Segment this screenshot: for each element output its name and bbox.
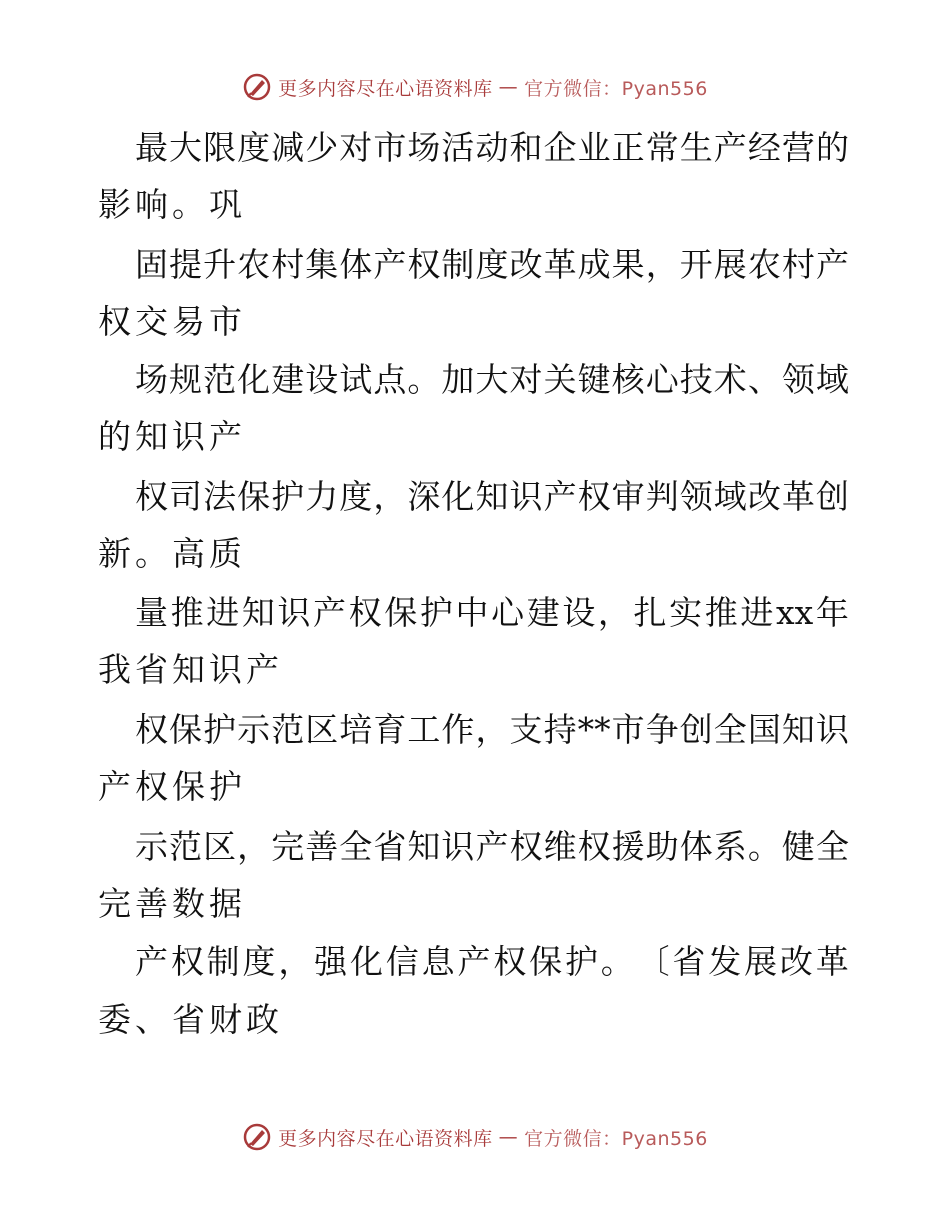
text-glyph: 域 [713,477,747,516]
text-line [135,360,849,400]
text-glyph: 减 [271,128,305,167]
text-glyph: 省 [373,827,407,866]
text-glyph: 力 [305,477,339,516]
text-glyph: 展 [713,245,747,284]
text-glyph: 实 [669,593,703,632]
text-glyph: 保 [384,593,418,632]
text-glyph: 权 [577,827,611,866]
text-glyph: 区 [203,827,237,866]
text-glyph: 区 [305,710,339,749]
text-glyph: 大 [169,128,203,167]
text-glyph: 权 [509,827,543,866]
text-glyph: 权 [407,245,441,284]
text-glyph: 核 [611,360,645,399]
text-glyph: 推 [170,593,204,632]
feather-pen-logo-icon [242,1122,272,1152]
text-line: 影响。巩 [98,185,246,224]
text-glyph: 息 [421,942,455,981]
text-glyph: 权 [577,477,611,516]
text-glyph: 产 [815,245,849,284]
text-glyph: 助 [645,827,679,866]
text-glyph: 年 [815,593,849,632]
text-line [135,710,849,750]
text-glyph: 知 [781,710,815,749]
text-glyph: 援 [611,827,645,866]
text-glyph: 知 [241,593,275,632]
text-glyph: 深 [407,477,441,516]
text-glyph: 进 [206,593,240,632]
text-glyph: 成 [577,245,611,284]
text-glyph: 创 [815,477,849,516]
text-glyph: 育 [373,710,407,749]
text-glyph: 创 [679,710,713,749]
text-glyph: 范 [169,827,203,866]
feather-pen-logo-icon [242,72,272,102]
text-line [135,942,849,982]
text-glyph: 对 [509,360,543,399]
text-glyph: 护 [203,710,237,749]
text-glyph: 经 [747,128,781,167]
text-glyph: 产 [543,477,577,516]
text-glyph: 术 [713,360,747,399]
text-glyph: 场 [135,360,168,399]
text-glyph: 制 [206,942,240,981]
watermark-dash: — [498,76,519,98]
text-line: 权交易市 [98,302,246,341]
text-glyph: 知 [475,477,509,516]
text-glyph: 化 [349,942,383,981]
text-glyph: ** [577,710,611,749]
text-glyph: 系 [713,827,747,866]
text-glyph: 营 [781,128,815,167]
text-glyph: 改 [747,477,781,516]
text-glyph: 信 [385,942,419,981]
text-glyph: 最 [135,128,168,167]
text-glyph: 全 [339,827,373,866]
text-glyph: 产 [135,942,168,981]
text-glyph: 设 [562,593,596,632]
text-glyph: 农 [237,245,271,284]
text-glyph: 审 [611,477,645,516]
text-line [135,477,849,517]
text-glyph: 护 [419,593,453,632]
text-glyph: 对 [339,128,373,167]
watermark-main-text: 更多内容尽在心语资料库 [278,77,493,100]
text-line: 的知识产 [98,417,246,456]
text-glyph: 集 [305,245,339,284]
text-glyph: 设 [305,360,339,399]
text-glyph: 国 [747,710,781,749]
text-glyph: ， [237,827,271,866]
text-glyph: 领 [679,477,713,516]
text-glyph: 保 [529,942,563,981]
text-line: 我省知识产 [98,650,283,689]
text-glyph: ， [597,593,631,632]
watermark-main-text: 更多内容尽在心语资料库 [278,1127,493,1150]
text-glyph: 农 [747,245,781,284]
text-line [135,245,849,285]
text-glyph: 支 [509,710,543,749]
text-glyph: 。 [747,827,781,866]
text-glyph: 建 [526,593,560,632]
watermark-wechat-text: 官方微信：Pyan556 [524,77,708,100]
text-glyph: 固 [135,245,168,284]
text-glyph: 建 [271,360,305,399]
text-glyph: 技 [679,360,713,399]
text-glyph: 常 [645,128,679,167]
text-glyph: 展 [744,942,778,981]
text-glyph: 度 [242,942,276,981]
text-glyph: 市 [373,128,407,167]
text-glyph: 培 [339,710,373,749]
text-glyph: 产 [713,128,747,167]
text-glyph: 争 [645,710,679,749]
text-glyph: 革 [781,477,815,516]
text-line [135,827,849,867]
text-glyph: ， [373,477,407,516]
text-glyph: 健 [781,827,815,866]
text-glyph: 度 [339,477,373,516]
text-glyph: 、 [747,360,781,399]
text-glyph: 提 [169,245,203,284]
text-glyph: 革 [543,245,577,284]
text-glyph: 改 [779,942,813,981]
watermark-dash: — [498,1126,519,1148]
text-glyph: 试 [339,360,373,399]
text-glyph: 心 [491,593,525,632]
text-line: 产权保护 [98,767,246,806]
text-glyph: 业 [577,128,611,167]
text-glyph: 正 [611,128,645,167]
text-glyph: 活 [441,128,475,167]
text-glyph: 完 [271,827,305,866]
text-glyph: 法 [203,477,237,516]
text-glyph: 。 [600,942,634,981]
watermark-wechat-text: 官方微信：Pyan556 [524,1127,708,1150]
text-glyph: 产 [313,593,347,632]
text-glyph: 维 [543,827,577,866]
text-glyph: 司 [169,477,203,516]
text-glyph: 权 [348,593,382,632]
text-glyph: 护 [564,942,598,981]
text-glyph: 产 [475,827,509,866]
text-glyph: 扎 [633,593,667,632]
text-glyph: 关 [543,360,577,399]
text-glyph: 推 [704,593,738,632]
text-line: 新。高质 [98,534,246,573]
text-line: 委、省财政 [98,1000,283,1039]
text-glyph: 识 [441,827,475,866]
text-glyph: 规 [169,360,203,399]
text-glyph: 键 [577,360,611,399]
text-glyph: 体 [679,827,713,866]
text-glyph: 〔 [636,942,670,981]
text-glyph: 制 [441,245,475,284]
text-glyph: 进 [740,593,774,632]
text-glyph: 果 [611,245,645,284]
text-glyph: 产 [373,245,407,284]
text-glyph: 全 [815,827,849,866]
text-glyph: 识 [509,477,543,516]
text-glyph: 保 [237,477,271,516]
text-glyph: 村 [271,245,305,284]
text-glyph: 范 [203,360,237,399]
text-glyph: 产 [457,942,491,981]
text-glyph: 度 [237,128,271,167]
text-glyph: 生 [679,128,713,167]
text-glyph: ， [645,245,679,284]
text-glyph: 中 [455,593,489,632]
text-glyph: 场 [407,128,441,167]
text-glyph: 发 [708,942,742,981]
footer-watermark [0,1122,950,1152]
text-line [135,128,849,168]
text-glyph: 和 [509,128,543,167]
text-glyph: 识 [815,710,849,749]
text-glyph: 企 [543,128,577,167]
text-glyph: 市 [611,710,645,749]
text-glyph: 心 [645,360,679,399]
text-glyph: 大 [475,360,509,399]
text-glyph: 工 [407,710,441,749]
text-line [135,593,849,633]
text-glyph: 改 [509,245,543,284]
text-glyph: 域 [815,360,849,399]
text-glyph: 识 [277,593,311,632]
text-glyph: 化 [237,360,271,399]
text-glyph: 加 [441,360,475,399]
text-glyph: 少 [305,128,339,167]
text-glyph: ， [475,710,509,749]
text-glyph: 保 [169,710,203,749]
header-watermark [0,72,950,102]
text-glyph: 的 [815,128,849,167]
text-glyph: 判 [645,477,679,516]
text-glyph: 。 [407,360,441,399]
text-glyph: 示 [237,710,271,749]
text-glyph: 限 [203,128,237,167]
text-glyph: 持 [543,710,577,749]
text-glyph: 护 [271,477,305,516]
text-glyph: 量 [135,593,168,632]
text-glyph: 开 [679,245,713,284]
text-glyph: 体 [339,245,373,284]
text-glyph: 全 [713,710,747,749]
text-glyph: 权 [135,477,168,516]
text-glyph: 权 [493,942,527,981]
text-glyph: 点 [373,360,407,399]
text-glyph: 权 [170,942,204,981]
text-line: 完善数据 [98,884,246,923]
text-glyph: 化 [441,477,475,516]
text-glyph: 知 [407,827,441,866]
text-glyph: 领 [781,360,815,399]
text-glyph: 村 [781,245,815,284]
text-glyph: 善 [305,827,339,866]
text-glyph: 动 [475,128,509,167]
text-glyph: ， [278,942,312,981]
text-glyph: 省 [672,942,706,981]
text-glyph: 升 [203,245,237,284]
text-glyph: 范 [271,710,305,749]
text-glyph: 作 [441,710,475,749]
text-glyph: xx [775,593,814,632]
text-glyph: 权 [135,710,168,749]
text-glyph: 强 [314,942,348,981]
text-glyph: 示 [135,827,168,866]
text-glyph: 度 [475,245,509,284]
text-glyph: 革 [815,942,849,981]
